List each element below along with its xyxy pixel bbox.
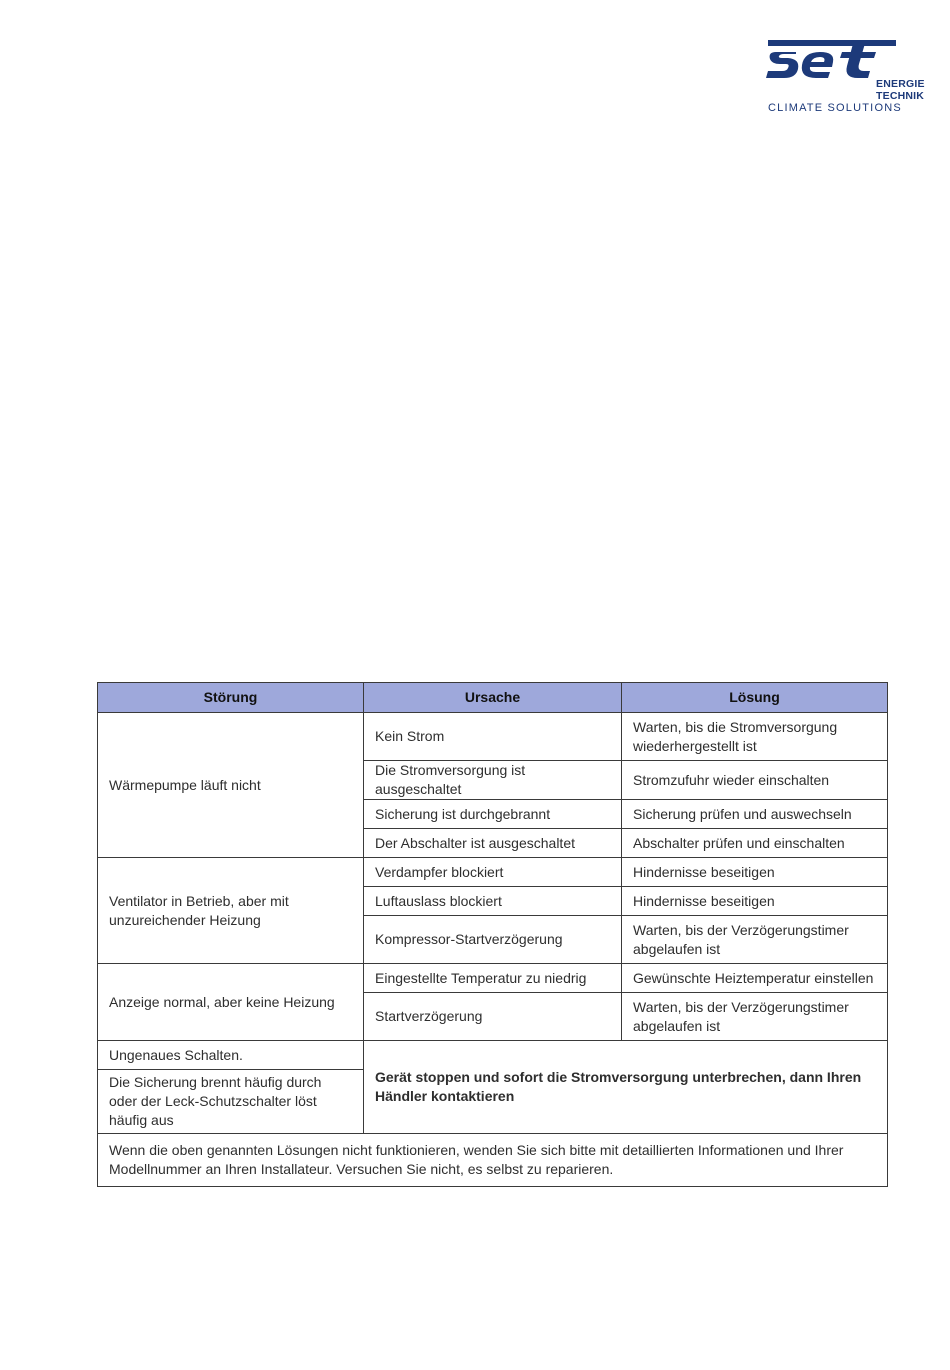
ursache-cell: Luftauslass blockiert: [364, 887, 622, 916]
ursache-cell: Die Stromversorgung ist ausgeschaltet: [364, 761, 622, 800]
stoerung-cell: Die Sicherung brennt häufig durch oder der Leck-Schutzschalter löst häufig aus: [98, 1070, 364, 1134]
logo-text-climate: CLIMATE SOLUTIONS: [768, 102, 902, 114]
loesung-cell: Warten, bis der Verzögerungstimer abgelaufen ist: [622, 993, 888, 1041]
logo-text-energie: ENERGIE: [876, 78, 925, 90]
table-row: [98, 713, 888, 761]
table-row: [98, 964, 888, 993]
loesung-cell: Sicherung prüfen und auswechseln: [622, 800, 888, 829]
header-loesung: Lösung: [622, 683, 888, 713]
ursache-cell: Kein Strom: [364, 713, 622, 761]
ursache-cell: Verdampfer blockiert: [364, 858, 622, 887]
logo-text-technik: TECHNIK: [876, 90, 925, 102]
troubleshooting-table: [97, 682, 888, 1187]
ursache-cell: Kompressor-Startverzögerung: [364, 916, 622, 964]
loesung-cell: Hindernisse beseitigen: [622, 858, 888, 887]
ursache-cell: Der Abschalter ist ausgeschaltet: [364, 829, 622, 858]
ursache-cell: Startverzögerung: [364, 993, 622, 1041]
action-cell: Gerät stoppen und sofort die Stromversorgung unterbrechen, dann Ihren Händler kontaktieren: [364, 1041, 888, 1134]
table-footer-row: [98, 1134, 888, 1187]
loesung-cell: Warten, bis der Verzögerungstimer abgelaufen ist: [622, 916, 888, 964]
footer-note: Wenn die oben genannten Lösungen nicht funktionieren, wenden Sie sich bitte mit detaillierten Informationen und Ihrer Modellnummer an Ihren Installateur. Versuchen Sie nicht, es selbst zu reparieren.: [98, 1134, 888, 1187]
table-row: [98, 858, 888, 887]
set-logo-mark: [766, 38, 898, 78]
table-row: [98, 1041, 888, 1070]
loesung-cell: Hindernisse beseitigen: [622, 887, 888, 916]
stoerung-cell: Wärmepumpe läuft nicht: [98, 713, 364, 858]
header-ursache: Ursache: [364, 683, 622, 713]
ursache-cell: Eingestellte Temperatur zu niedrig: [364, 964, 622, 993]
stoerung-cell: Ungenaues Schalten.: [98, 1041, 364, 1070]
loesung-cell: Warten, bis die Stromversorgung wiederhergestellt ist: [622, 713, 888, 761]
header-stoerung: Störung: [98, 683, 364, 713]
ursache-cell: Sicherung ist durchgebrannt: [364, 800, 622, 829]
stoerung-cell: Ventilator in Betrieb, aber mit unzureichender Heizung: [98, 858, 364, 964]
table-header-row: [98, 683, 888, 713]
company-logo: [766, 38, 928, 118]
loesung-cell: Gewünschte Heiztemperatur einstellen: [622, 964, 888, 993]
stoerung-cell: Anzeige normal, aber keine Heizung: [98, 964, 364, 1041]
loesung-cell: Stromzufuhr wieder einschalten: [622, 761, 888, 800]
loesung-cell: Abschalter prüfen und einschalten: [622, 829, 888, 858]
